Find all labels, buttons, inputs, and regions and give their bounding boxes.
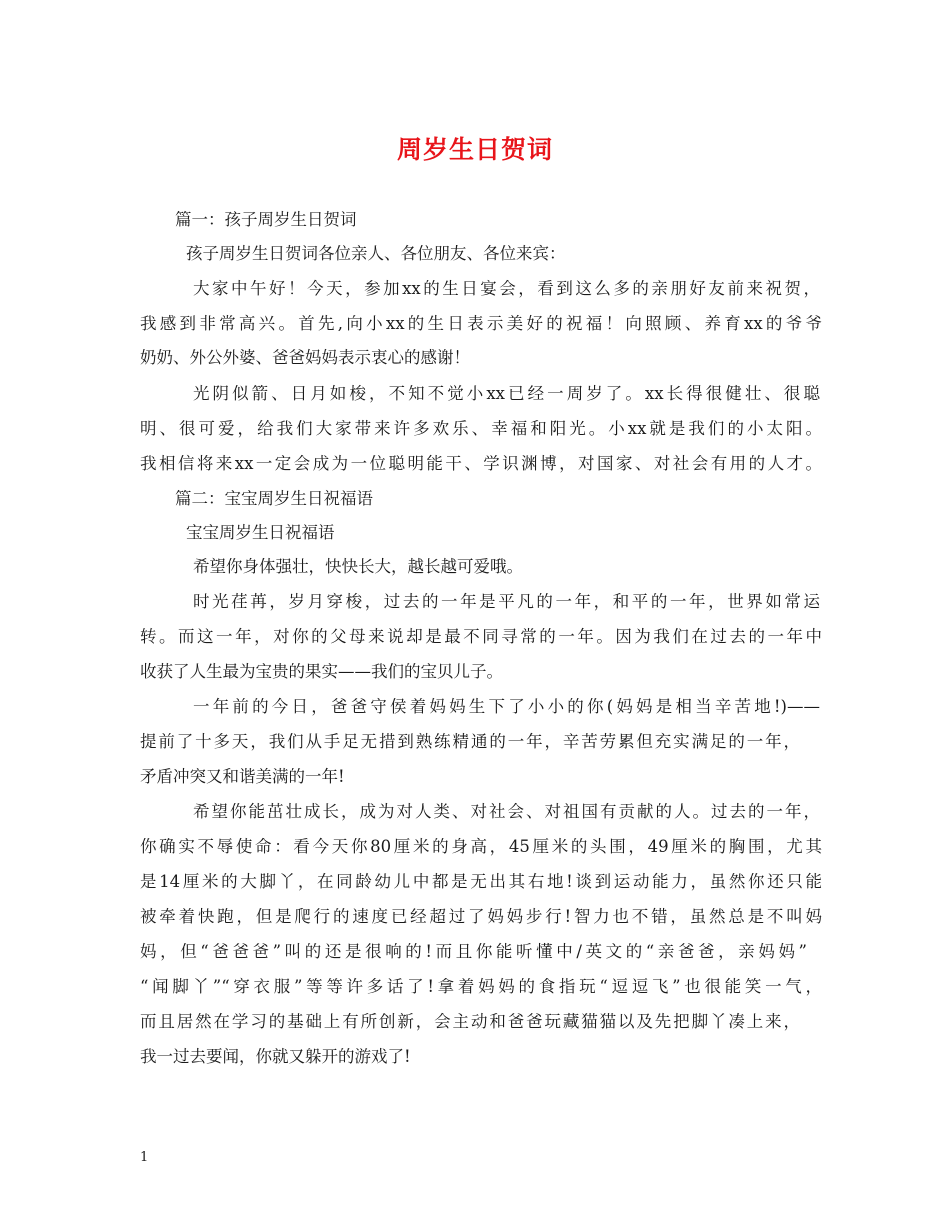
section-heading-2: 篇二：宝宝周岁生日祝福语 <box>175 489 373 508</box>
paragraph-line: 一年前的今日，爸爸守侯着妈妈生下了小小的你(妈妈是相当辛苦地!)—— <box>193 697 820 716</box>
paragraph-line: 我感到非常高兴。首先,向小xx的生日表示美好的祝福！向照顾、养育xx的爷爷 <box>140 314 822 333</box>
paragraph-line: 你确实不辱使命：看今天你80厘米的身高，45厘米的头围，49厘米的胸围，尤其 <box>140 837 822 856</box>
paragraph-line: 宝宝周岁生日祝福语 <box>186 523 335 542</box>
paragraph-line: 是14厘米的大脚丫，在同龄幼儿中都是无出其右地!谈到运动能力，虽然你还只能 <box>140 872 822 891</box>
paragraph-line: 转。而这一年，对你的父母来说却是最不同寻常的一年。因为我们在过去的一年中 <box>140 627 822 646</box>
paragraph-line: 矛盾冲突又和谐美满的一年! <box>140 767 345 786</box>
paragraph-line: 我一过去要闻，你就又躲开的游戏了! <box>140 1047 411 1066</box>
paragraph-line: 希望你能茁壮成长，成为对人类、对社会、对祖国有贡献的人。过去的一年， <box>193 802 820 821</box>
paragraph-line: 妈，但“爸爸爸”叫的还是很响的!而且你能听懂中/英文的“亲爸爸，亲妈妈” <box>140 942 807 961</box>
paragraph-line: 明、很可爱，给我们大家带来许多欢乐、幸福和阳光。小xx就是我们的小太阳。 <box>140 419 822 438</box>
paragraph-line: 提前了十多天，我们从手足无措到熟练精通的一年，辛苦劳累但充实满足的一年， <box>140 732 800 751</box>
page-number: 1 <box>140 1150 149 1165</box>
paragraph-line: 奶奶、外公外婆、爸爸妈妈表示衷心的感谢！ <box>140 348 470 367</box>
paragraph-line: 大家中午好！今天，参加xx的生日宴会，看到这么多的亲朋好友前来祝贺， <box>193 279 820 298</box>
paragraph-line: 被牵着快跑，但是爬行的速度已经超过了妈妈步行!智力也不错，虽然总是不叫妈 <box>140 907 822 926</box>
paragraph-line: 希望你身体强壮，快快长大，越长越可爱哦。 <box>193 557 523 576</box>
paragraph-line: 而且居然在学习的基础上有所创新，会主动和爸爸玩藏猫猫以及先把脚丫凑上来， <box>140 1012 800 1031</box>
paragraph-line: “闻脚丫”“穿衣服”等等许多话了!拿着妈妈的食指玩“逗逗飞”也很能笑一气， <box>140 977 822 996</box>
document-title: 周岁生日贺词 <box>396 135 553 164</box>
paragraph-line: 我相信将来xx一定会成为一位聪明能干、学识渊博，对国家、对社会有用的人才。 <box>140 454 822 473</box>
paragraph-line: 收获了人生最为宝贵的果实——我们的宝贝儿子。 <box>140 662 503 681</box>
section-heading-1: 篇一：孩子周岁生日贺词 <box>175 210 357 229</box>
paragraph-line: 光阴似箭、日月如梭，不知不觉小xx已经一周岁了。xx长得很健壮、很聪 <box>193 384 820 403</box>
paragraph-line: 时光荏苒，岁月穿梭，过去的一年是平凡的一年，和平的一年，世界如常运 <box>193 592 820 611</box>
paragraph-line: 孩子周岁生日贺词各位亲人、各位朋友、各位来宾： <box>186 244 566 263</box>
